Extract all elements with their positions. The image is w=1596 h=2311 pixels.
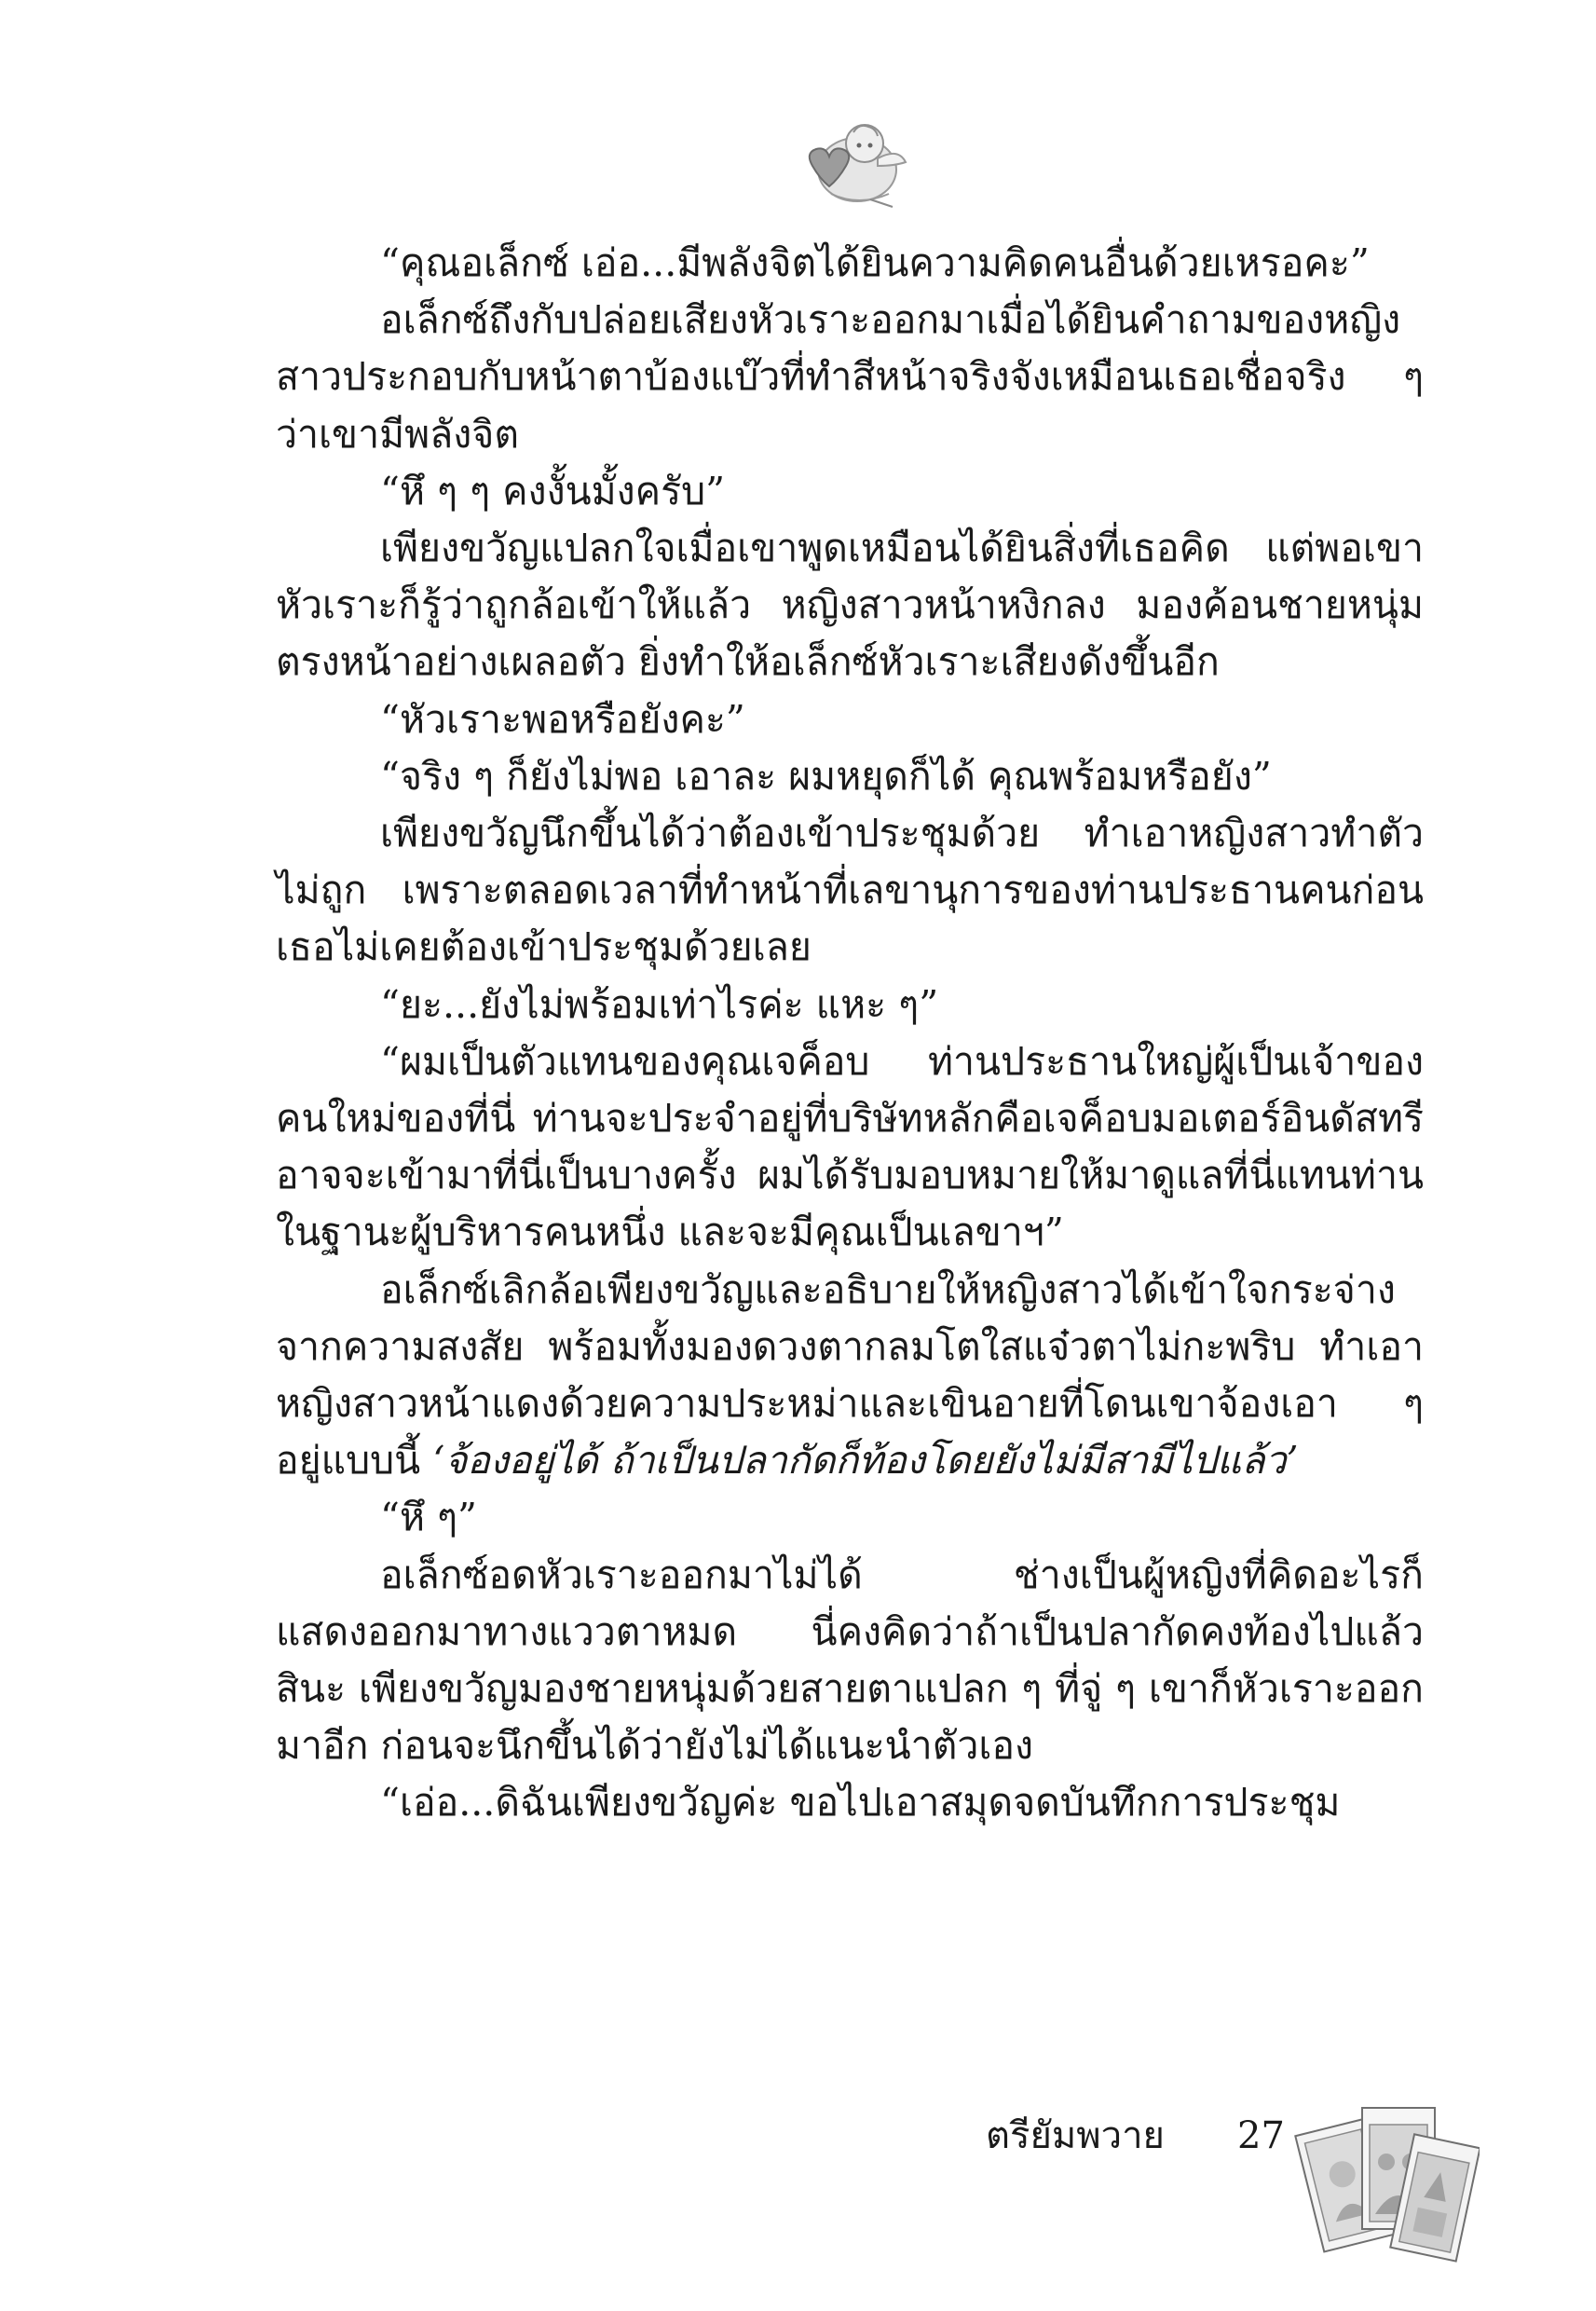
body-text	[276, 235, 1424, 2061]
paragraph-2: อเล็กซ์ถึงกับปล่อยเสียงหัวเราะออกมาเมื่อได้ยินคำถามของหญิงสาวประกอบกับหน้าตาบ้องแบ๊วที่ทำสีหน้าจริงจังเหมือนเธอเชื่อจริง ๆ ว่าเขามีพลังจิต	[276, 297, 1424, 457]
paragraph-10-text: อเล็กซ์เลิกล้อเพียงขวัญและอธิบายให้หญิงสาวได้เข้าใจกระจ่างจากความสงสัย พร้อมทั้งมองดวงตากลมโตใสแจ๋วตาไม่กะพริบ ทำเอาหญิงสาวหน้าแดงด้วยความประหม่าและเขินอายที่โดนเขาจ้องเอา ๆ อยู่แบบนี้	[276, 1266, 1424, 1484]
paragraph-1: “คุณอเล็กซ์ เอ่อ...มีพลังจิตได้ยินความคิดคนอื่นด้วยเหรอคะ”	[380, 240, 1370, 285]
paragraph-6: “จริง ๆ ก็ยังไม่พอ เอาละ ผมหยุดก็ได้ คุณพร้อมหรือยัง”	[380, 753, 1272, 799]
paragraph-5: “หัวเราะพอหรือยังคะ”	[380, 696, 745, 742]
paragraph-13: “เอ่อ...ดิฉันเพียงขวัญค่ะ ขอไปเอาสมุดจดบันทึกการประชุม	[380, 1780, 1341, 1826]
page-number: 27	[1237, 2114, 1285, 2157]
paragraph-12: อเล็กซ์อดหัวเราะออกมาไม่ได้ ช่างเป็นผู้หญิงที่คิดอะไรก็แสดงออกมาทางแววตาหมด นี่คงคิดว่าถ้าเป็นปลากัดคงท้องไปแล้วสินะ เพียงขวัญมองชายหนุ่มด้วยสายตาแปลก ๆ ที่จู่ ๆ เขาก็หัวเราะออกมาอีก ก่อนจะนึกขึ้นได้ว่ายังไม่ได้แนะนำตัวเอง	[276, 1552, 1424, 1769]
paragraph-8: “ยะ...ยังไม่พร้อมเท่าไรค่ะ แหะ ๆ”	[380, 981, 939, 1027]
paragraph-11: “หึ ๆ”	[380, 1495, 478, 1540]
paragraph-10	[276, 1262, 1424, 1490]
tarot-cards-icon	[1293, 2087, 1480, 2274]
inner-thought: ‘จ้องอยู่ได้ ถ้าเป็นปลากัดก็ท้องโดยยังไม่มีสามีไปแล้ว’	[432, 1438, 1299, 1484]
cupid-with-heart-icon	[799, 112, 911, 214]
book-title: ตรียัมพวาย	[986, 2114, 1165, 2157]
paragraph-3: “หึ ๆ ๆ คงงั้นมั้งครับ”	[380, 468, 726, 513]
paragraph-9: “ผมเป็นตัวแทนของคุณเจค็อบ ท่านประธานใหญ่ผู้เป็นเจ้าของคนใหม่ของที่นี่ ท่านจะประจำอยู่ที่บริษัทหลักคือเจค็อบมอเตอร์อินดัสทรี อาจจะเข้ามาที่นี่เป็นบางครั้ง ผมได้รับมอบหมายให้มาดูแลที่นี่แทนท่านในฐานะผู้บริหารคนหนึ่ง และจะมีคุณเป็นเลขาฯ”	[276, 1038, 1424, 1255]
paragraph-7: เพียงขวัญนึกขึ้นได้ว่าต้องเข้าประชุมด้วย ทำเอาหญิงสาวทำตัวไม่ถูก เพราะตลอดเวลาที่ทำหน้าที่เลขานุการของท่านประธานคนก่อนเธอไม่เคยต้องเข้าประชุมด้วยเลย	[276, 811, 1424, 970]
paragraph-4: เพียงขวัญแปลกใจเมื่อเขาพูดเหมือนได้ยินสิ่งที่เธอคิด แต่พอเขาหัวเราะก็รู้ว่าถูกล้อเข้าให้แล้ว หญิงสาวหน้าหงิกลง มองค้อนชายหนุ่มตรงหน้าอย่างเผลอตัว ยิ่งทำให้อเล็กซ์หัวเราะเสียงดังขึ้นอีก	[276, 526, 1424, 685]
